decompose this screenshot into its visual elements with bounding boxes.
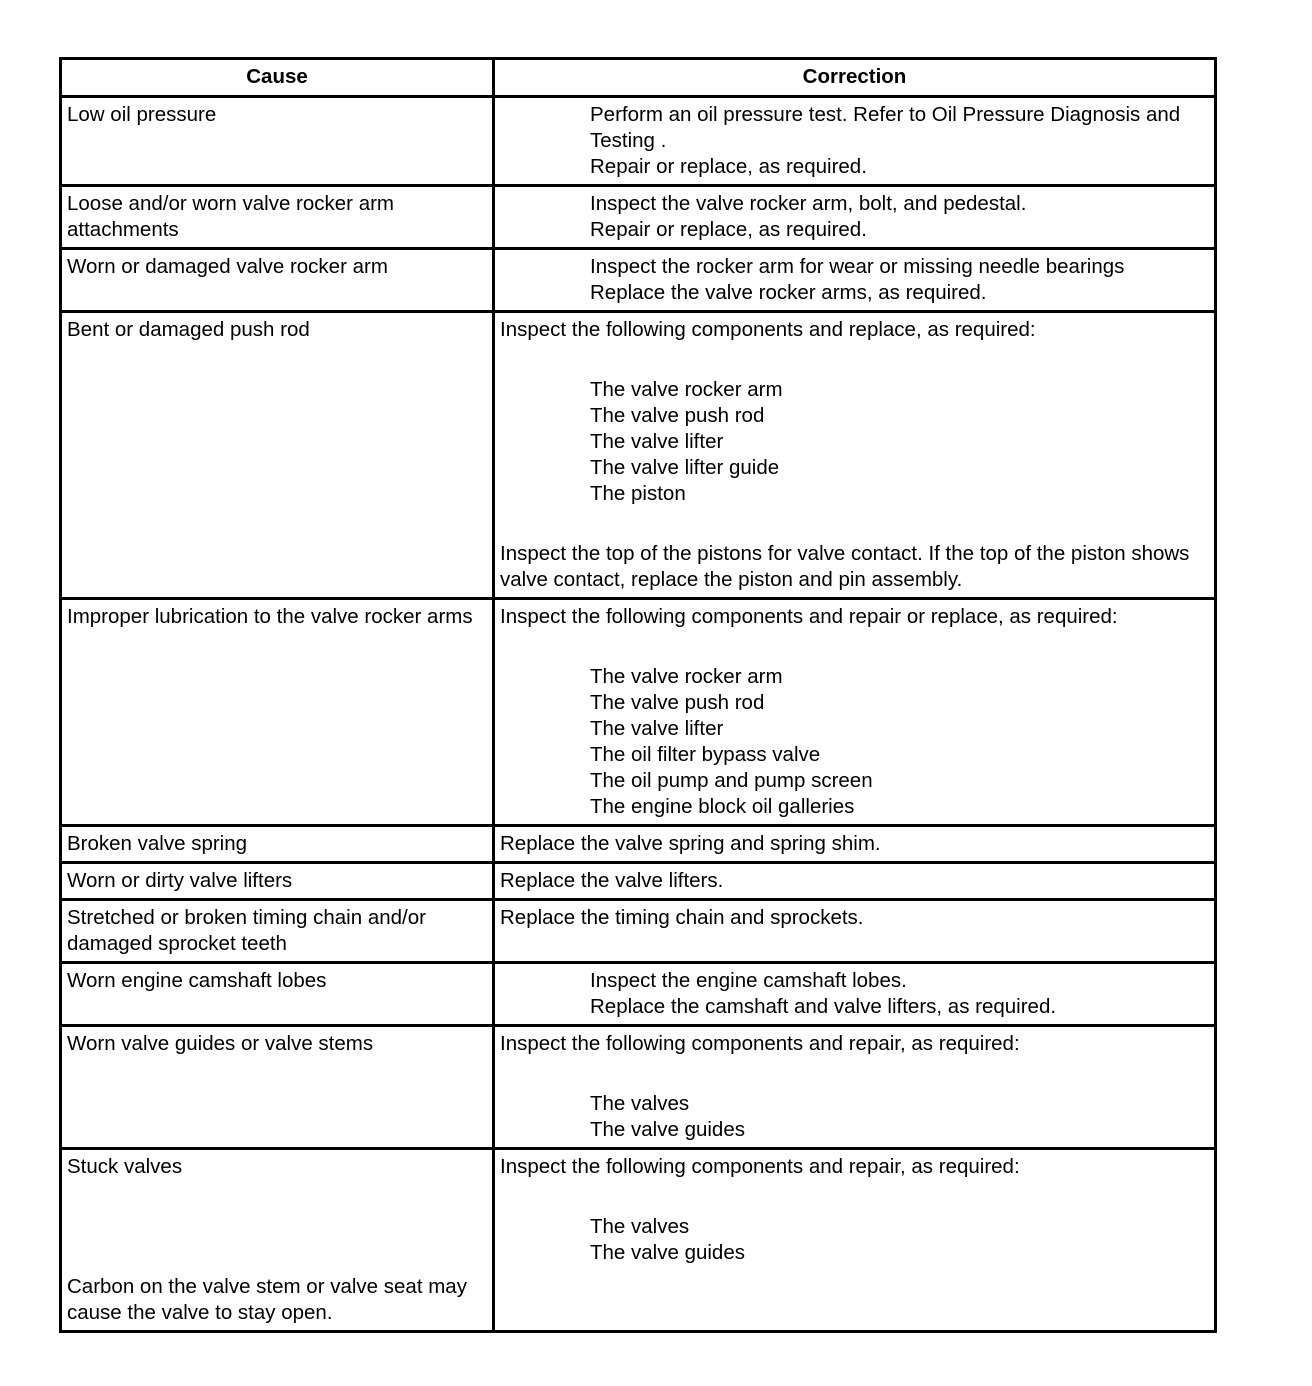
cause-text: Loose and/or worn valve rocker arm attachments bbox=[67, 192, 395, 241]
cause-header: Cause bbox=[61, 59, 494, 97]
correction-step: Perform an oil pressure test. Refer to Oil Pressure Diagnosis and Testing . bbox=[590, 103, 1181, 152]
correction-text: Replace the valve lifters. bbox=[500, 869, 724, 892]
correction-cell bbox=[494, 599, 1216, 826]
correction-step: Repair or replace, as required. bbox=[590, 155, 867, 178]
correction-step: Repair or replace, as required. bbox=[590, 218, 867, 241]
cause-cell bbox=[61, 1149, 494, 1332]
cause-text: Worn valve guides or valve stems bbox=[67, 1032, 374, 1055]
cause-cell bbox=[61, 900, 494, 963]
correction-step: Replace the camshaft and valve lifters, as required. bbox=[590, 995, 1057, 1018]
cause-text: Low oil pressure bbox=[67, 103, 217, 126]
cause-text: Broken valve spring bbox=[67, 832, 248, 855]
correction-intro: Inspect the following components and replace, as required: bbox=[500, 318, 1036, 341]
component-item: The valve lifter bbox=[590, 430, 724, 453]
component-item: The valve guides bbox=[590, 1241, 745, 1264]
correction-cell bbox=[494, 186, 1216, 249]
component-item: The valve lifter guide bbox=[590, 456, 780, 479]
cause-note: Carbon on the valve stem or valve seat may cause the valve to stay open. bbox=[67, 1275, 467, 1324]
component-item: The valve push rod bbox=[590, 691, 765, 714]
correction-intro: Inspect the following components and repair or replace, as required: bbox=[500, 605, 1118, 628]
header-row bbox=[61, 59, 1216, 97]
correction-step: Inspect the valve rocker arm, bolt, and pedestal. bbox=[590, 192, 1027, 215]
correction-cell bbox=[494, 249, 1216, 312]
cause-cell bbox=[61, 599, 494, 826]
correction-step: Inspect the engine camshaft lobes. bbox=[590, 969, 907, 992]
cause-text: Worn or damaged valve rocker arm bbox=[67, 255, 388, 278]
correction-intro: Inspect the following components and repair, as required: bbox=[500, 1155, 1020, 1178]
component-item: The valve guides bbox=[590, 1118, 745, 1141]
component-item: The oil pump and pump screen bbox=[590, 769, 873, 792]
component-item: The valve rocker arm bbox=[590, 665, 783, 688]
cause-cell bbox=[61, 97, 494, 186]
correction-cell bbox=[494, 900, 1216, 963]
component-item: The piston bbox=[590, 482, 686, 505]
correction-cell bbox=[494, 97, 1216, 186]
cause-cell bbox=[61, 249, 494, 312]
cause-cell bbox=[61, 1026, 494, 1149]
cause-text: Worn engine camshaft lobes bbox=[67, 969, 327, 992]
cause-cell bbox=[61, 863, 494, 900]
cause-text: Worn or dirty valve lifters bbox=[67, 869, 293, 892]
table-row bbox=[61, 963, 1216, 1026]
correction-intro: Inspect the following components and repair, as required: bbox=[500, 1032, 1020, 1055]
correction-cell bbox=[494, 1149, 1216, 1332]
correction-cell bbox=[494, 312, 1216, 599]
table-row bbox=[61, 1026, 1216, 1149]
correction-outro: Inspect the top of the pistons for valve contact. If the top of the piston shows valve contact, replace the piston and pin assembly. bbox=[500, 542, 1190, 591]
correction-step: Inspect the rocker arm for wear or missing needle bearings bbox=[590, 255, 1125, 278]
correction-cell bbox=[494, 863, 1216, 900]
component-item: The oil filter bypass valve bbox=[590, 743, 821, 766]
correction-cell bbox=[494, 1026, 1216, 1149]
table-row bbox=[61, 186, 1216, 249]
component-item: The valves bbox=[590, 1215, 690, 1238]
correction-text: Replace the valve spring and spring shim. bbox=[500, 832, 881, 855]
correction-text: Replace the timing chain and sprockets. bbox=[500, 906, 864, 929]
component-item: The valves bbox=[590, 1092, 690, 1115]
table-row bbox=[61, 900, 1216, 963]
correction-cell bbox=[494, 963, 1216, 1026]
cause-cell bbox=[61, 186, 494, 249]
component-item: The valve lifter bbox=[590, 717, 724, 740]
correction-step: Replace the valve rocker arms, as required. bbox=[590, 281, 987, 304]
table-row bbox=[61, 599, 1216, 826]
cause-text: Improper lubrication to the valve rocker arms bbox=[67, 605, 473, 628]
correction-cell bbox=[494, 826, 1216, 863]
cause-cell bbox=[61, 312, 494, 599]
cause-text: Bent or damaged push rod bbox=[67, 318, 310, 341]
cause-text: Stuck valves bbox=[67, 1155, 183, 1178]
table-row bbox=[61, 97, 1216, 186]
correction-header: Correction bbox=[494, 59, 1216, 97]
table-row bbox=[61, 1149, 1216, 1332]
table-row bbox=[61, 249, 1216, 312]
component-item: The valve push rod bbox=[590, 404, 765, 427]
table-row bbox=[61, 863, 1216, 900]
cause-cell bbox=[61, 826, 494, 863]
cause-cell bbox=[61, 963, 494, 1026]
table-row bbox=[61, 312, 1216, 599]
cause-text: Stretched or broken timing chain and/or damaged sprocket teeth bbox=[67, 906, 426, 955]
table-row bbox=[61, 826, 1216, 863]
diagnosis-table bbox=[59, 57, 1217, 1333]
component-item: The engine block oil galleries bbox=[590, 795, 855, 818]
component-item: The valve rocker arm bbox=[590, 378, 783, 401]
